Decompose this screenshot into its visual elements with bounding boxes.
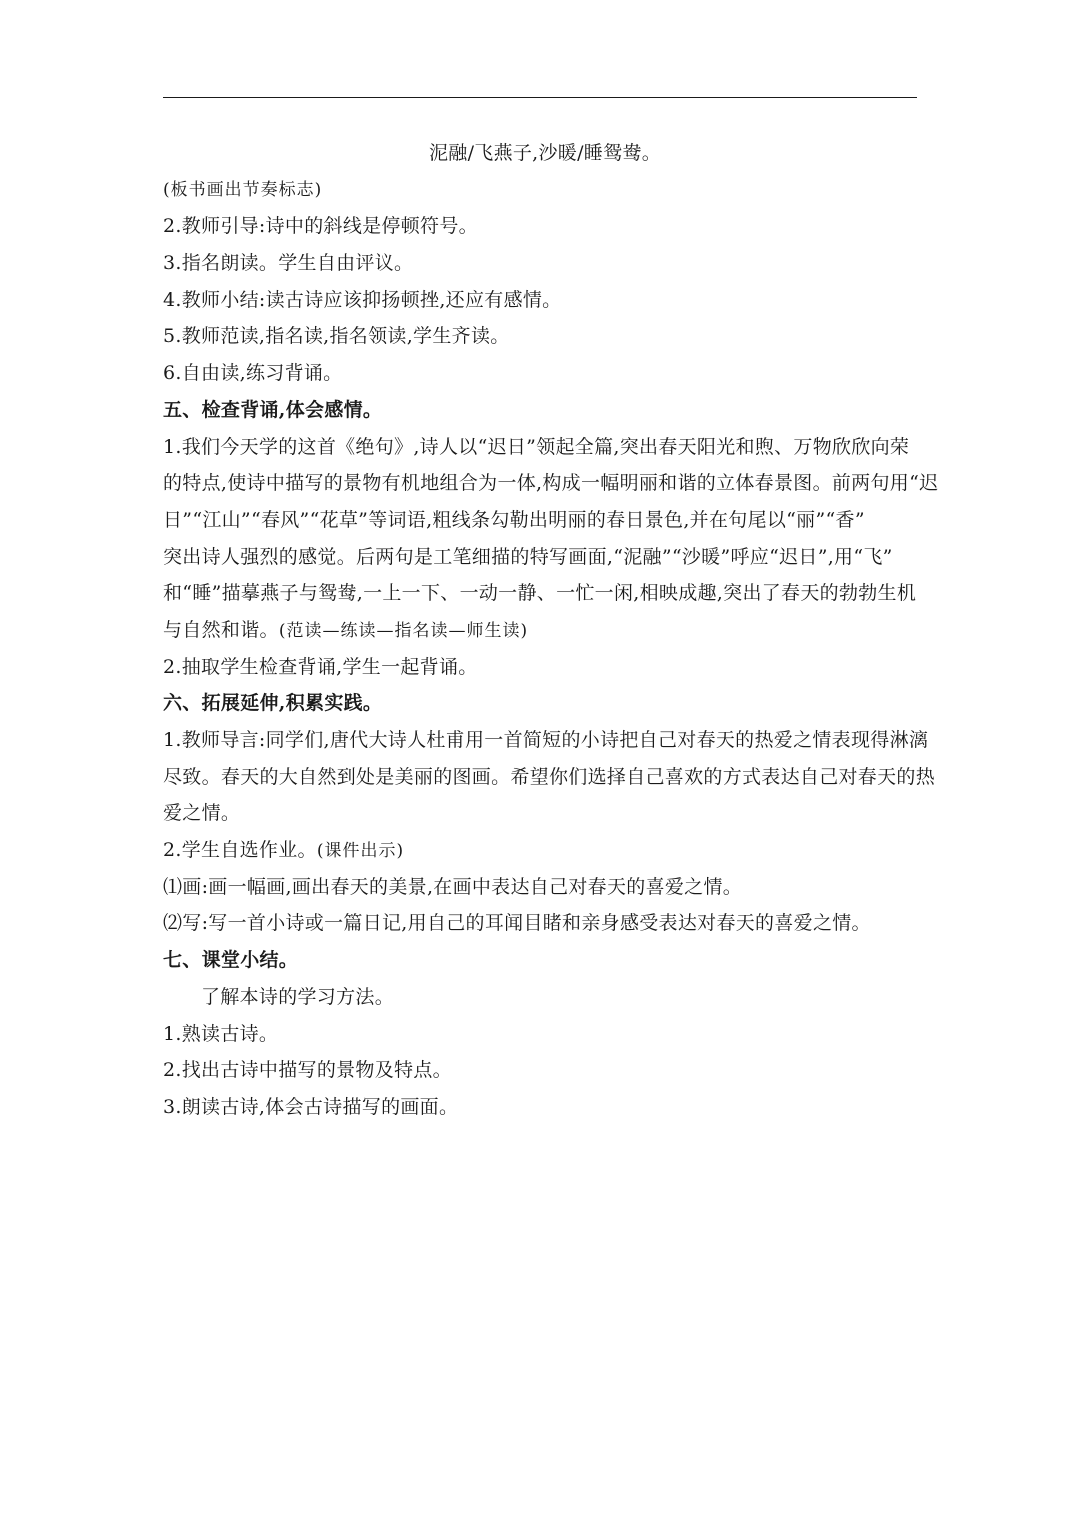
step-5-2: 2.抽取学生检查背诵,学生一起背诵。 <box>163 655 478 678</box>
section-heading-7: 七、课堂小结。 <box>163 949 299 972</box>
lesson-body <box>163 135 939 1126</box>
section-heading-6: 六、拓展延伸,积累实践。 <box>163 692 383 715</box>
step-5-1-line-4: 突出诗人强烈的感觉。后两句是工笔细描的特写画面,“泥融”“沙暖”呼应“迟日”,用“飞” <box>163 545 893 568</box>
step-4-2: 2.教师引导:诗中的斜线是停顿符号。 <box>163 215 478 238</box>
summary-intro: 了解本诗的学习方法。 <box>201 985 395 1008</box>
section-heading-5: 五、检查背诵,体会感情。 <box>163 398 383 421</box>
step-4-3: 3.指名朗读。学生自由评议。 <box>163 252 414 275</box>
step-6-2-option-2: ⑵写:写一首小诗或一篇日记,用自己的耳闻目睹和亲身感受表达对春天的喜爱之情。 <box>163 912 871 935</box>
step-6-2-text: 2.学生自选作业。 <box>163 839 317 862</box>
step-6-1-line-1: 1.教师导言:同学们,唐代大诗人杜甫用一首简短的小诗把自己对春天的热爱之情表现得淋漓 <box>163 729 929 751</box>
summary-step-1: 1.熟读古诗。 <box>163 1022 279 1045</box>
summary-step-2: 2.找出古诗中描写的景物及特点。 <box>163 1059 452 1082</box>
step-6-1-line-3: 爱之情。 <box>163 802 241 825</box>
board-note: (板书画出节奏标志) <box>163 179 323 200</box>
step-5-1-line-5: 和“睡”描摹燕子与鸳鸯,一上一下、一动一静、一忙一闲,相映成趣,突出了春天的勃勃生机 <box>163 582 917 605</box>
reading-sequence-note: (范读—练读—指名读—师生读) <box>278 620 529 641</box>
poem-rhythm-line: 泥融/飞燕子,沙暖/睡鸳鸯。 <box>428 142 662 164</box>
step-6-2-option-1: ⑴画:画一幅画,画出春天的美景,在画中表达自己对春天的喜爱之情。 <box>163 875 743 898</box>
step-5-1-line-6-text: 与自然和谐。 <box>163 618 279 641</box>
step-5-1-line-6 <box>163 612 917 649</box>
step-6-1-line-2: 尽致。春天的大自然到处是美丽的图画。希望你们选择自己喜欢的方式表达自己对春天的热 <box>163 765 936 788</box>
summary-step-3: 3.朗读古诗,体会古诗描写的画面。 <box>163 1095 459 1118</box>
step-4-6: 6.自由读,练习背诵。 <box>163 362 343 385</box>
step-5-1-line-3: 日”“江山”“春风”“花草”等词语,粗线条勾勒出明丽的春日景色,并在句尾以“丽”“香” <box>163 508 865 531</box>
courseware-note: (课件出示) <box>316 841 405 862</box>
step-5-1-line-2: 的特点,使诗中描写的景物有机地组合为一体,构成一幅明丽和谐的立体春景图。前两句用“迟 <box>163 472 939 495</box>
step-4-4: 4.教师小结:读古诗应该抑扬顿挫,还应有感情。 <box>163 288 562 311</box>
step-5-1-line-1: 1.我们今天学的这首《绝句》,诗人以“迟日”领起全篇,突出春天阳光和煦、万物欣欣向荣 <box>163 435 910 458</box>
step-6-2 <box>163 832 917 869</box>
step-4-5: 5.教师范读,指名读,指名领读,学生齐读。 <box>163 325 510 348</box>
header-rule <box>163 97 917 98</box>
